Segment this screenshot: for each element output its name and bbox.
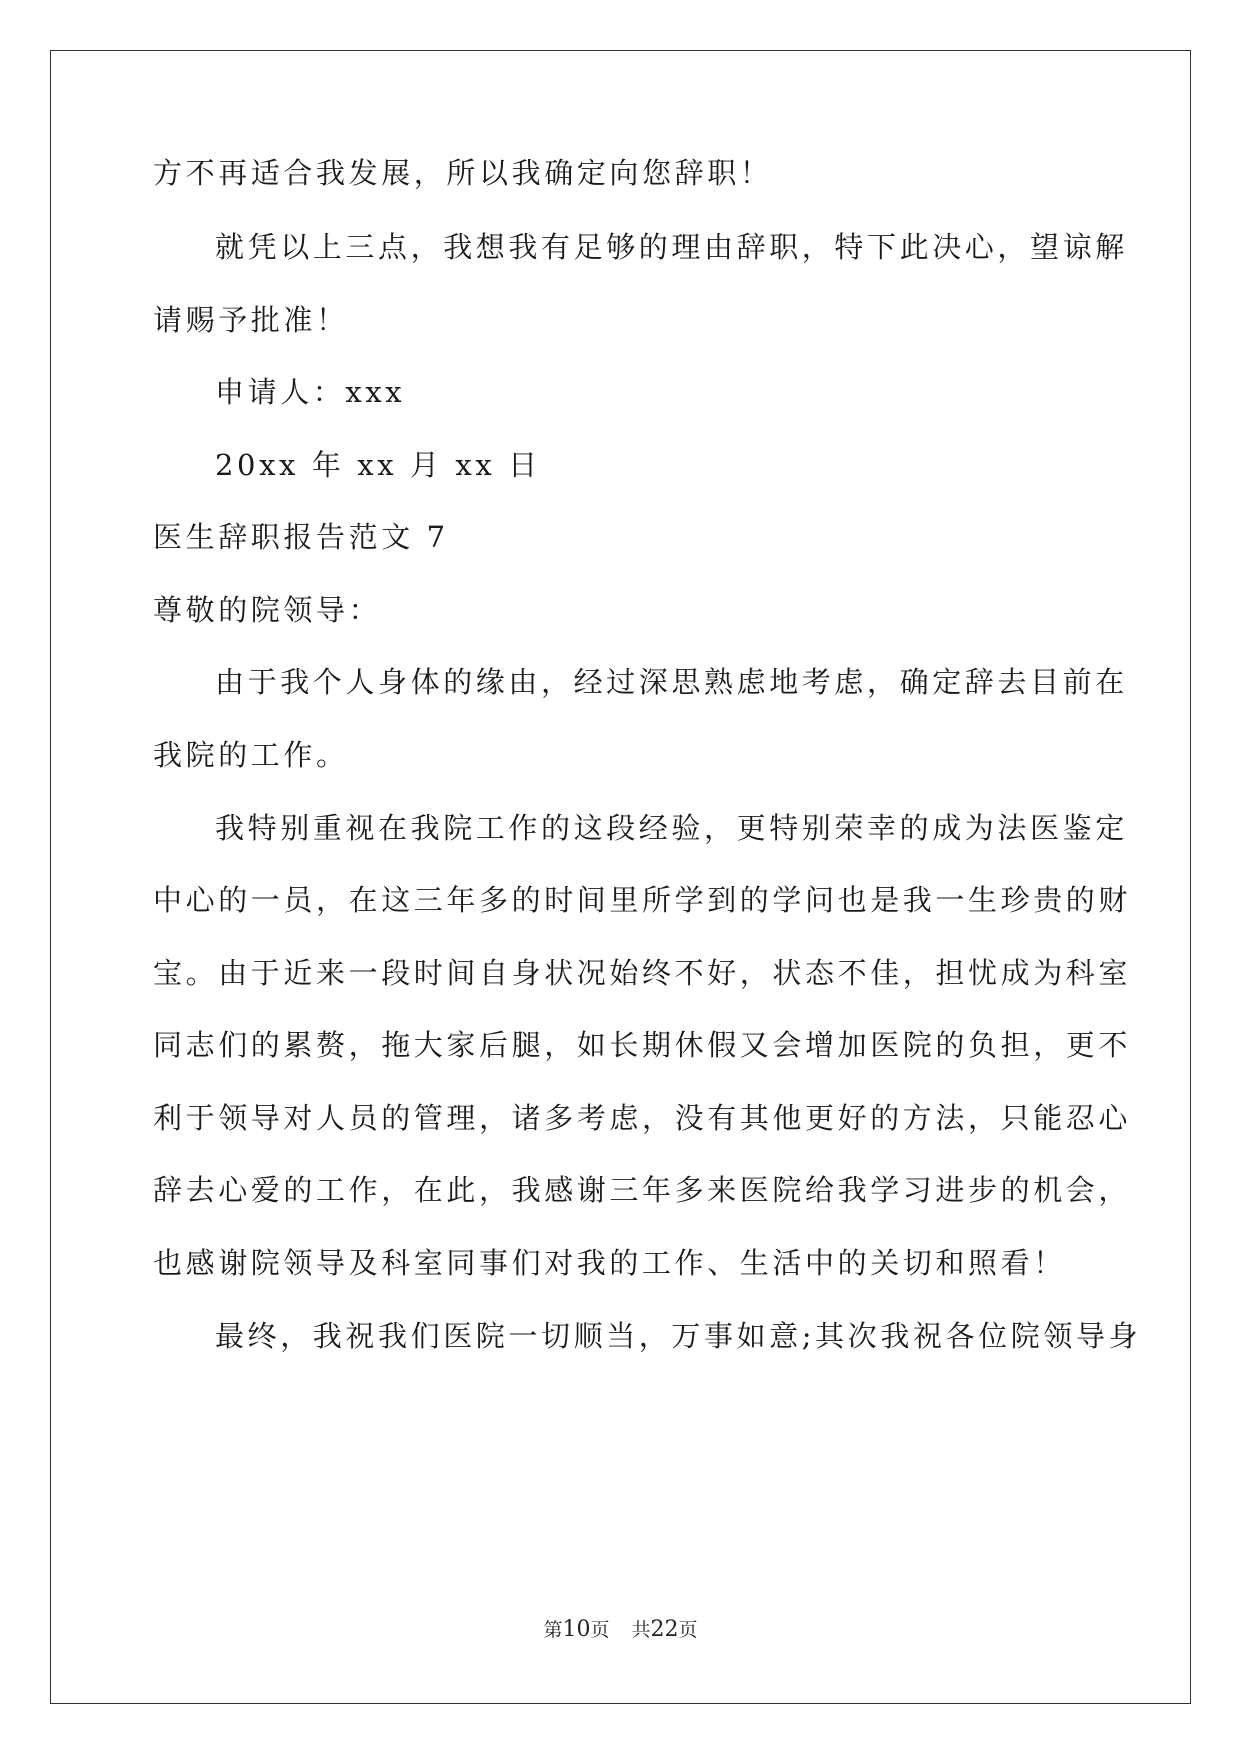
text-line-9: 我院的工作。 <box>153 738 349 772</box>
page-border <box>50 50 1191 1704</box>
salutation: 尊敬的院领导： <box>153 593 382 627</box>
text-line-11: 中心的一员，在这三年多的时间里所学到的学问也是我一生珍贵的财 <box>153 883 1132 917</box>
text-line-8: 由于我个人身体的缘由，经过深思熟虑地考虑，确定辞去目前在 <box>215 665 1128 699</box>
footer-current-page: 10 <box>562 1617 591 1642</box>
page-footer <box>0 1618 1241 1642</box>
footer-total-pages: 22 <box>650 1617 679 1642</box>
date-line: 20xx 年 xx 月 xx 日 <box>215 448 541 482</box>
text-line-3: 请赐予批准！ <box>153 303 349 337</box>
text-line-17: 最终，我祝我们医院一切顺当，万事如意;其次我祝各位院领导身 <box>215 1319 1142 1353</box>
applicant-line: 申请人：xxx <box>215 375 406 409</box>
footer-page-suffix: 页 <box>590 1619 610 1641</box>
section-heading: 医生辞职报告范文 7 <box>153 520 449 554</box>
text-line-10: 我特别重视在我院工作的这段经验，更特别荣幸的成为法医鉴定 <box>215 811 1128 845</box>
text-line-2: 就凭以上三点，我想我有足够的理由辞职，特下此决心，望谅解 <box>215 230 1128 264</box>
footer-total-suffix: 页 <box>678 1619 698 1641</box>
footer-total-prefix: 共 <box>631 1619 651 1641</box>
footer-page-prefix: 第 <box>543 1619 563 1641</box>
text-line-14: 利于领导对人员的管理，诸多考虑，没有其他更好的方法，只能忍心 <box>153 1101 1132 1135</box>
text-line-12: 宝。由于近来一段时间自身状况始终不好，状态不佳，担忧成为科室 <box>153 956 1132 990</box>
text-line-15: 辞去心爱的工作，在此，我感谢三年多来医院给我学习进步的机会， <box>153 1173 1132 1207</box>
text-line-16: 也感谢院领导及科室同事们对我的工作、生活中的关切和照看！ <box>153 1246 1066 1280</box>
text-line-1: 方不再适合我发展，所以我确定向您辞职！ <box>153 156 773 190</box>
text-line-13: 同志们的累赘，拖大家后腿，如长期休假又会增加医院的负担，更不 <box>153 1028 1132 1062</box>
